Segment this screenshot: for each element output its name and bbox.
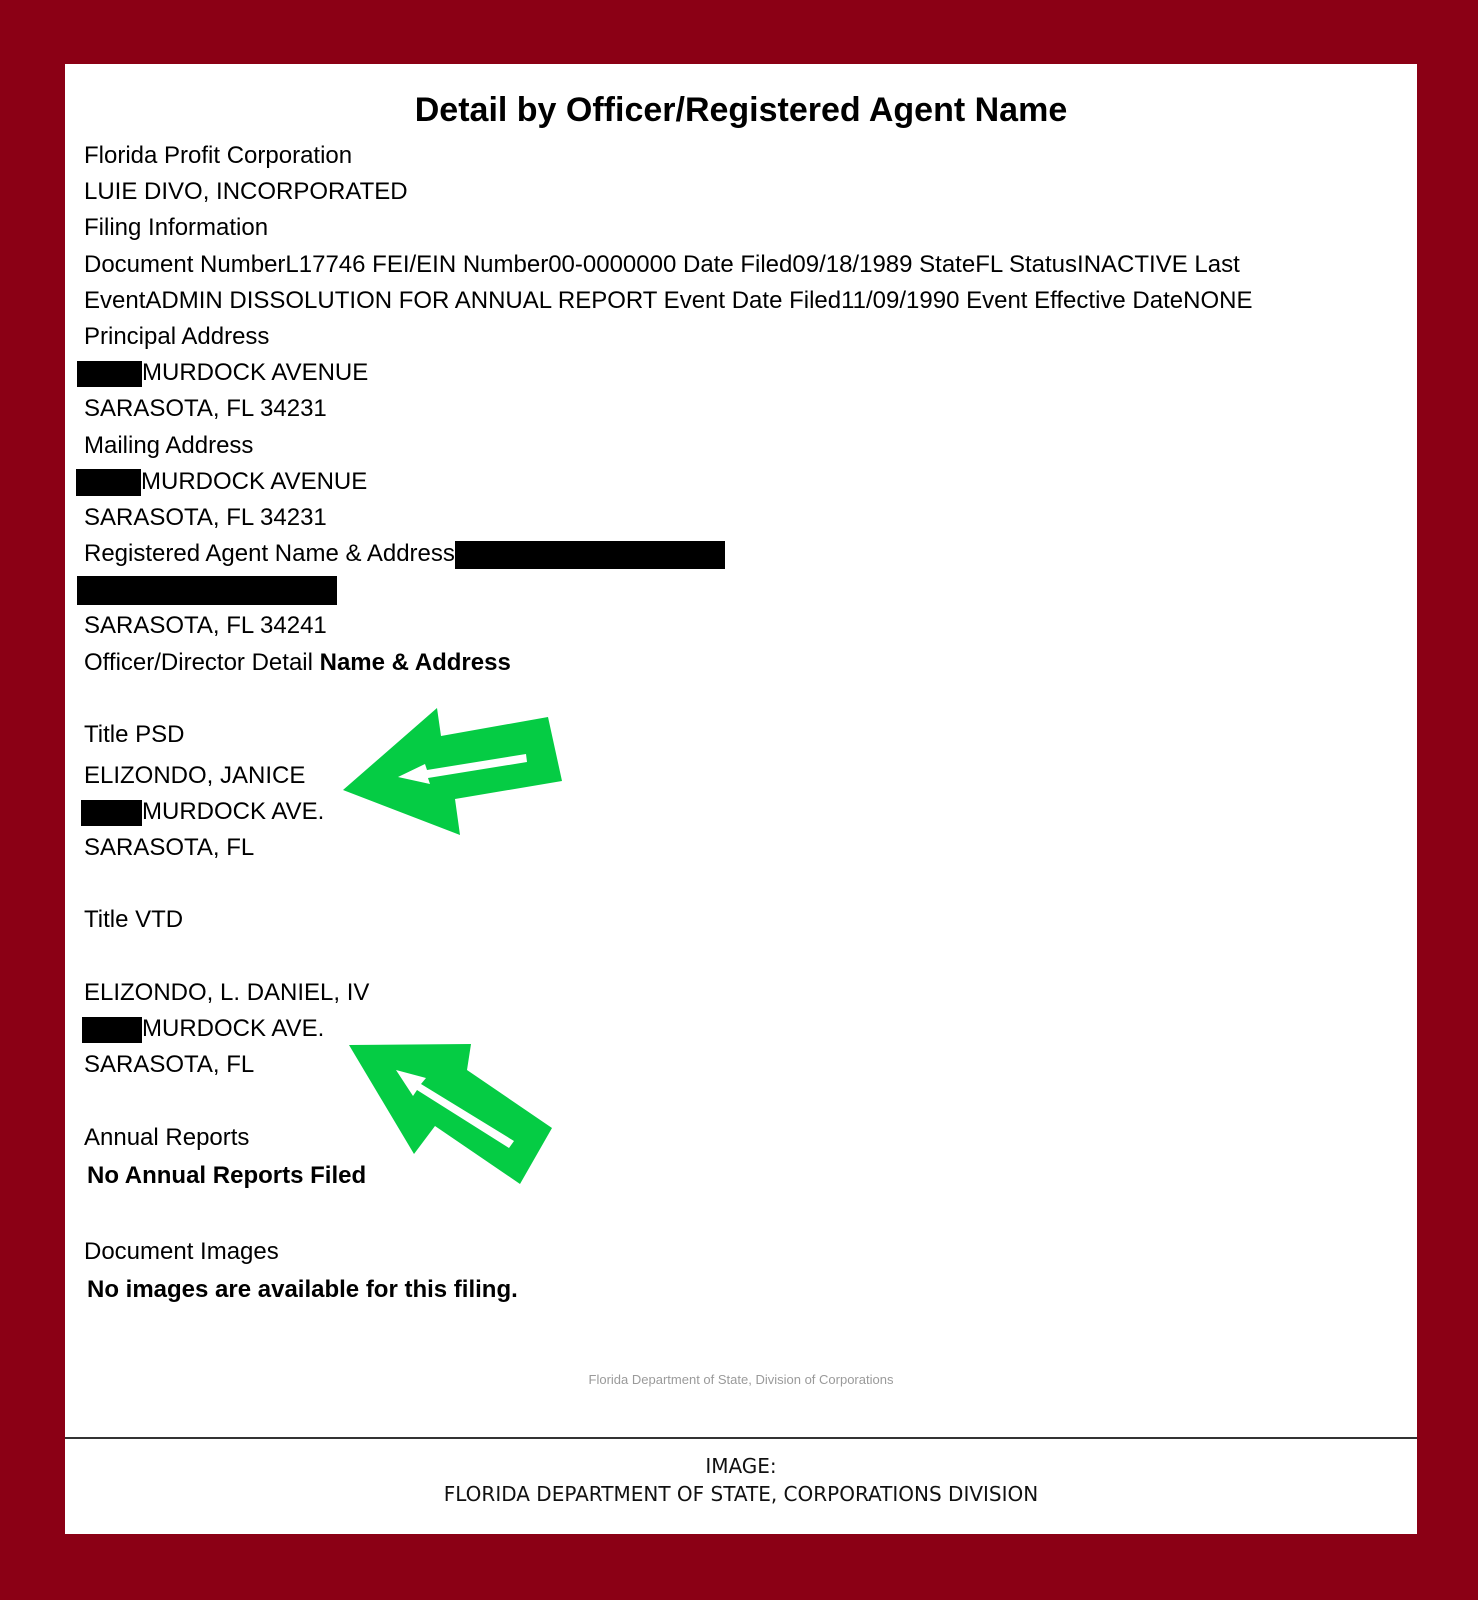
mailing-address-heading: Mailing Address [84, 432, 254, 459]
officer-1-street: MURDOCK AVE. [142, 798, 325, 825]
annotation-arrows [65, 64, 1417, 1534]
officer-1-city: SARASOTA, FL [84, 834, 255, 861]
filing-heading: Filing Information [84, 214, 269, 241]
annual-reports-heading: Annual Reports [84, 1124, 250, 1151]
document-images-value: No images are available for this filing. [87, 1276, 518, 1303]
image-credit-label: IMAGE: [705, 1454, 777, 1478]
principal-street: MURDOCK AVENUE [142, 359, 369, 386]
mailing-city: SARASOTA, FL 34231 [84, 504, 327, 531]
annual-reports-value: No Annual Reports Filed [87, 1162, 367, 1189]
officer-detail-label: Officer/Director Detail [84, 649, 313, 676]
arrow-left-icon [343, 708, 562, 835]
officer-2-name: ELIZONDO, L. DANIEL, IV [84, 979, 370, 1006]
officer-1-title: Title PSD [84, 721, 185, 748]
officer-detail-bold: Name & Address [319, 649, 511, 676]
registered-agent-city: SARASOTA, FL 34241 [84, 612, 327, 639]
page-title: Detail by Officer/Registered Agent Name [414, 91, 1068, 129]
corporation-type: Florida Profit Corporation [84, 142, 353, 169]
document-page [65, 64, 1417, 1534]
officer-2-street: MURDOCK AVE. [142, 1015, 325, 1042]
source-note: Florida Department of State, Division of Corporations [588, 1372, 894, 1387]
mailing-street: MURDOCK AVENUE [141, 468, 368, 495]
officer-2-title: Title VTD [84, 906, 184, 933]
image-credit-source: FLORIDA DEPARTMENT OF STATE, CORPORATIONS DIVISION [443, 1482, 1039, 1506]
document-images-heading: Document Images [84, 1238, 279, 1265]
filing-line-2: EventADMIN DISSOLUTION FOR ANNUAL REPORT Event Date Filed11/09/1990 Event Effective DateNONE [84, 287, 1253, 314]
principal-address-heading: Principal Address [84, 323, 270, 350]
arrow-up-left-icon [349, 1044, 552, 1184]
officer-1-name: ELIZONDO, JANICE [84, 762, 306, 789]
registered-agent-heading: Registered Agent Name & Address [84, 540, 455, 567]
corporation-name: LUIE DIVO, INCORPORATED [84, 178, 408, 205]
officer-2-city: SARASOTA, FL [84, 1051, 255, 1078]
principal-city: SARASOTA, FL 34231 [84, 395, 327, 422]
filing-line-1: Document NumberL17746 FEI/EIN Number00-0000000 Date Filed09/18/1989 StateFL StatusINACTIVE Last [84, 251, 1240, 278]
